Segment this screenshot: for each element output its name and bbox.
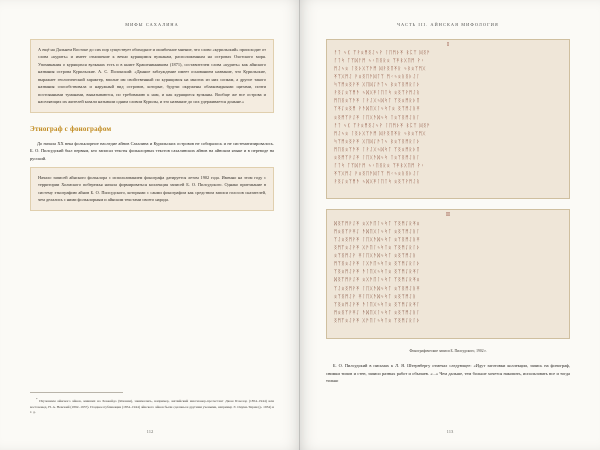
glyph-line: ᛗᛖᛝᛟᛉᚫᛡ ᛚᚹᛇᚷᛃᛞᛋᛏ ᛉᛝᛟᛗᚱᚦᛖ [334, 146, 421, 153]
footnote-divider [30, 392, 123, 393]
glyph-line: ᛉᛡᛇᛟᛝᛗ ᚹᚫᛞᛖᚷᛚᛃᛋᛏᛟ ᛝᛉᛗᛇᚱᛡ [334, 106, 421, 113]
glyph-line: ᛡᛉᚷᛗᛇ ᚹᛟᛝᛖᚫᛞᛏᛉ ᛗᚲᛃᛟᚱᛝᚦᛇᛚ [334, 74, 421, 81]
glyph-line: ᛗᛟᛝᛉᚹᛡᛇ ᚫᛞᛖᚷᛚᛃᛋᛏ ᛟᛝᛉᛗᛇᚱᛚ [334, 229, 421, 236]
glyph-line: ᚠᛏ ᛃᛕ ᛉᚹᛟᛗᛝᛇᛃᚹ ᛚᛖᛗᚦᛡ ᛒᛈᛉ ᛞᛝᚫ [334, 122, 431, 129]
glyph-line: ᛡᛉᚷᛗᛇ ᚹᛟᛝᛖᚫᛞᛏᛉ ᛗᚲᛃᛟᚱᛝᚦᛇᛚ [334, 170, 421, 177]
glyph-line: ᚹᛝᛇᛟᛉᛗᚫ ᛃᛞᚷᛡᛚᛖᛏᛋ ᛟᛝᛉᚹᛗᛇᚱ [334, 90, 421, 97]
left-folio: 112 [146, 429, 154, 434]
phonograph-plate-two [326, 209, 570, 339]
glyph-line: ᛉᛝᛟᛗᛇᚹᛡ ᚫᛚᛖᚷᛃᛋᛏᛟ ᛝᛉᛗᛇᚱᛡᛚ [334, 301, 421, 308]
right-folio: 113 [446, 429, 454, 434]
right-body [326, 362, 570, 385]
right-page [300, 0, 600, 450]
glyph-line: ᛗᛉᛝᛟᛇᚹᛡ ᛚᚷᚫᛖᛃᛋᛏᛟ ᛝᛉᛗᛇᚱᛚᚦ [334, 261, 421, 268]
footnote-text [30, 397, 274, 416]
left-running-head: МИФЫ САХАЛИНА [125, 22, 179, 27]
glyph-line: ᛟᛉᛝᛗᛇᚹ ᛡᛚᛖᚷᚫᛞᛃᛋᛏ ᛟᛝᛉᛗᛇᚱ [334, 293, 417, 300]
left-body [30, 140, 274, 163]
right-body-paragraph: Б. О. Пилсудский в письмах к Л. Я. Штернбергу отмечал следующее: «Идут заготовки коллекции, запись на фонограф, снимки типов и стен, записи разных работ и обычаев. «...» Чем дальше, тем больше хочется накопить, использовать все и тогда только [326, 363, 570, 384]
glyph-line: ᛟᛉᛝᛗᛇᚹ ᛡᛚᛖᚷᚫᛞᛃᛋᛏ ᛟᛝᛉᛗᛇᚱ [334, 253, 417, 260]
plate-two-glyphs [327, 210, 569, 331]
glyph-line: ᛗᛇᛃᛟ ᛚᛝᚦᚷᛉᚫᛗ ᛞᚹᛝᛖᛡᚱ ᛃᛒᛟᛉᛗᚷ [334, 130, 427, 137]
glyph-line: ᛞᛝᛉᛗᚹᛇᛡ ᛟᚷᚫᛖᛚᛃᛋᛏ ᛉᛝᛗᛇᚱᛡᛟ [334, 277, 421, 284]
glyph-line: ᚠᛏ ᛃᛕ ᛉᚹᛟᛗᛝᛇᛃᚹ ᛚᛖᛗᚦᛡ ᛒᛈᛉ ᛞᛝᚫ [334, 50, 431, 56]
plate-caption: Фонографические записи Б. Пилсудского, 1902 г. [409, 349, 487, 353]
right-running-head: ЧАСТЬ III. АЙНСКАЯ МИФОЛОГИЯ [397, 22, 499, 27]
footnote-body: Изучением айнского айнов, живших на Хоккайдо (Японии), занимались, например, английский миссионер-протестант Джон Бэчелор (1854–1944) или востоковед, Н. А. Невский (1892–1937). Позднее публикации (1854–1944) айнского айнов были сделаны и другими учеными, например Э. Онуки-Тирни (р. 1934) и т. д. [30, 399, 275, 415]
left-note-top-paragraph: А ещё на Дальнем Востоке до сих пор существует обиходное и ошибочное мнение, что слово «курильский» происходит от слова «курить» и имеет отношение к вечно курящимся вулканам, расположенным на островах Охотского моря. Упоминания о курящихся вулканах есть и в книге Крашенинникова (1871), составителем слова «курить» как айнского названия острова Курильские. А. С. Полонский: «Данное заблуждение имеет основанием название, что Курильские, выражает геологический характер, вполне им свойственный по курящимся на многих из них сопкам, а другое такого названия способствовала и наружный вид островов, которые, будучи окружены облаковидными щитами, почти постоянными туманами, выказываются, по требованию к нам, и как курящиеся вулканы. Вообще же все острова и населяющих их жителей казали называли одним словом Курилы, и это название до сих удерживается доныне.» [38, 47, 266, 105]
glyph-line: ᛗᛇᛃᛟ ᛚᛝᚦᚷᛉᚫᛗ ᛞᚹᛝᛖᛡᚱ ᛃᛒᛟᛉᛗᚷ [334, 66, 427, 73]
glyph-line: ᛝᛗᛉᛟᛇᚹᛡ ᚷᚫᛖᛚᛃᛋᛏᛟ ᛉᛝᛗᛇᚱᛚᚦ [334, 245, 421, 252]
glyph-line: ᛉᛇᛟᛝᛗᚹᛡ ᛚᛖᚷᚫᛞᛃᛋᛏ ᛟᛉᛝᛗᛇᚱᛡ [334, 285, 421, 292]
section-title: Этнограф с фонографом [30, 124, 112, 133]
glyph-line: ᚹᛝᛇᛟᛉᛗᚫ ᛃᛞᚷᛡᛚᛖᛏᛋ ᛟᛝᛉᚹᛗᛇᚱ [334, 179, 421, 185]
glyph-line: ᚴᛏᛋ ᛏᛉᛞᚨᛗ ᛃᚲᛖᛝᚱᛟ ᛉᛡᛒᚷᛖᛗ ᚹᚲ [334, 162, 425, 169]
footnote-marker: * [36, 396, 38, 401]
glyph-line: ᛉᛝᛟᛗᛇᚹᛡ ᚫᛚᛖᚷᛃᛋᛏᛟ ᛝᛉᛗᛇᚱᛡᛚ [334, 269, 421, 276]
plate-two-numeral: II [446, 212, 450, 218]
plate-one-numeral: I [447, 42, 449, 48]
glyph-line: ᛟᛝᛗᛉᚹᛇᛡ ᛚᛖᚷᚫᛞᛃᛋ ᛏᛟᛉᛝᛗᛇᚱᛚ [334, 114, 421, 121]
left-note-bottom-paragraph: Начало записей айнского фольклора с использованием фонографа датируется летом 1902 года. Именно на этом году с территории Холмского побережья начала формироваться коллекция записей Б. О. Пилсудского. Однако приезжание в систему этнографию айнов Б. О. Пилсудского, которыми с санми фонографом как средством записи голосов сказателей, чем делались с ними фольклорным и айнским текстами своего народа. [38, 174, 266, 203]
glyph-line: ᛗᛟᛝᛉᚹᛡᛇ ᚫᛞᛖᚷᛚᛃᛋᛏ ᛟᛝᛉᛗᛇᚱᛚ [334, 309, 421, 316]
footnote-block [30, 392, 274, 416]
phonograph-plate-one [326, 39, 570, 199]
plate-one-glyphs [327, 40, 569, 192]
glyph-line: ᚴᛏᛋ ᛏᛉᛞᚨᛗ ᛃᚲᛖᛝᚱᛟ ᛉᛡᛒᚷᛖᛗ ᚹᚲ [334, 58, 425, 65]
glyph-line: ᛋᛉᛗᛟᛝᚹᛡ ᚷᛖᛞᛇᚫᛏᛃ ᛒᛟᛉᛝᛗᚱᛚᚦ [334, 82, 421, 89]
left-body-paragraph: До начала XX века фольклорное наследие айнов Сахалина и Курильских островов не собиралось и не систематизировалось. Б. О. Пилсудский был первым, кто записал тексты фольклорных текстов сахалинских айнов на айнском языке и в переводе на русский. [30, 140, 274, 162]
left-note-top [30, 39, 274, 113]
glyph-line: ᛞᛝᛉᛗᚹᛇᛡ ᛟᚷᚫᛖᛚᛃᛋᛏ ᛉᛝᛗᛇᚱᛡᛟ [334, 221, 421, 227]
glyph-line: ᛝᛗᛉᛟᛇᚹᛡ ᚷᚫᛖᛚᛃᛋᛏᛟ ᛉᛝᛗᛇᚱᛚᚦ [334, 317, 421, 324]
glyph-line: ᛋᛉᛗᛟᛝᚹᛡ ᚷᛖᛞᛇᚫᛏᛃ ᛒᛟᛉᛝᛗᚱᛚᚦ [334, 138, 421, 145]
glyph-line: ᛉᛇᛟᛝᛗᚹᛡ ᛚᛖᚷᚫᛞᛃᛋᛏ ᛟᛉᛝᛗᛇᚱᛡ [334, 237, 421, 244]
glyph-line: ᛗᛖᛝᛟᛉᚫᛡ ᛚᚹᛇᚷᛃᛞᛋᛏ ᛉᛝᛟᛗᚱᚦᛖ [334, 98, 421, 105]
glyph-line: ᛟᛝᛗᛉᚹᛇᛡ ᛚᛖᚷᚫᛞᛃᛋ ᛏᛟᛉᛝᛗᛇᚱᛚ [334, 154, 421, 161]
left-note-bottom [30, 167, 274, 211]
